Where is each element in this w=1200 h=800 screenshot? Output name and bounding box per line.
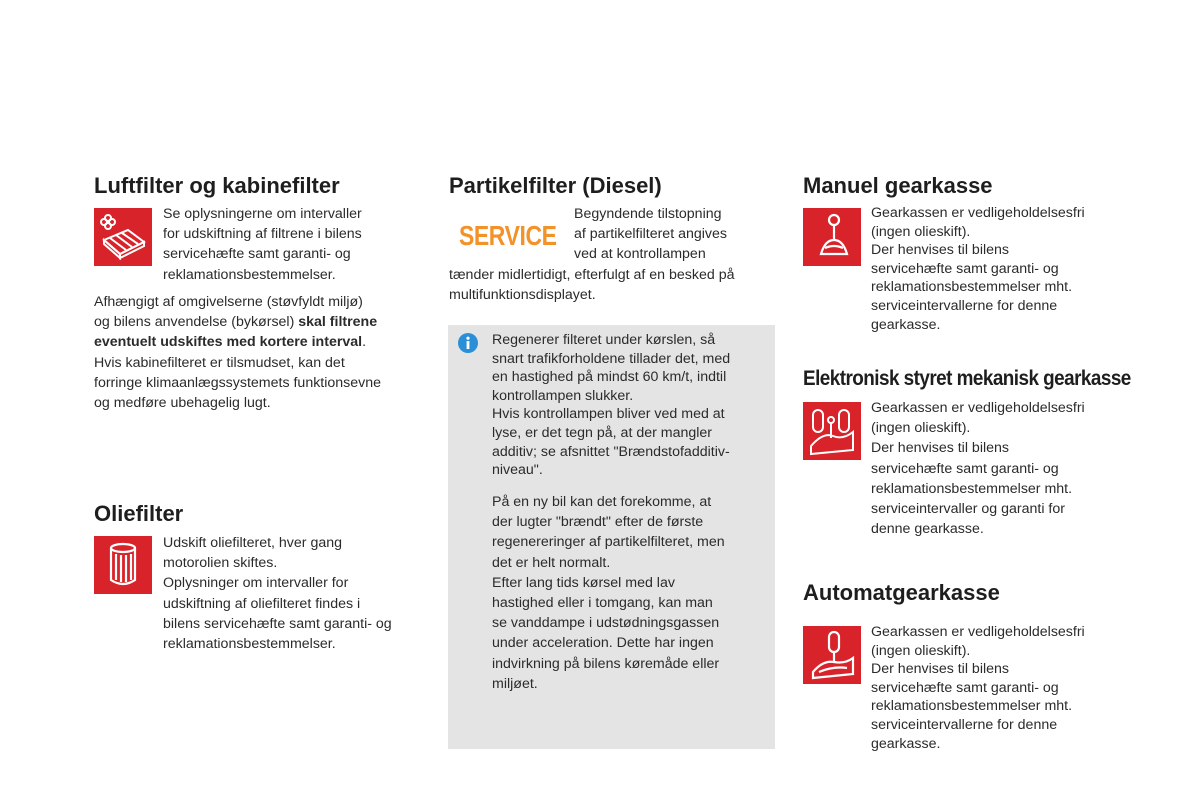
particle-filter-heading: Partikelfilter (Diesel) xyxy=(449,173,662,198)
oil-filter-heading: Oliefilter xyxy=(94,501,184,526)
air-filter-paragraph: Afhængigt af omgivelserne (støvfyldt miljø) og bilens anvendelse (bykørsel) skal filtrene eventuelt udskiftes med kortere interval. Hvis kabinefilteret er tilsmudset, kan det forringe klimaanlægssystemets funktionsevne og medføre ubehagelig lugt. xyxy=(94,294,382,412)
automatic-gearbox-icon xyxy=(803,626,861,684)
automatic-gearbox-heading: Automatgearkasse xyxy=(803,580,1000,605)
oil-filter-text: Udskift oliefilteret, hver gang motorolien skiftes. Oplysninger om intervaller for udskiftning af oliefilteret findes i bilens servicehæfte samt garanti- og reklamationsbestemmelser. xyxy=(163,535,392,653)
particle-filter-text: Begyndende tilstopning af partikelfilteret angives ved at kontrollampen xyxy=(574,206,727,263)
electronic-gearbox-icon xyxy=(803,402,861,460)
automatic-gearbox-text: Gearkassen er vedligeholdelsesfri (ingen olieskift). Der henvises til bilens servicehæfte samt garanti- og reklamationsbestemmelser mht. serviceintervallerne for denne gearkasse. xyxy=(871,624,1085,752)
particle-filter-text-cont: tænder midlertidigt, efterfulgt af en besked på multifunktionsdisplayet. xyxy=(449,267,735,304)
air-filter-heading: Luftfilter og kabinefilter xyxy=(94,173,340,198)
service-warning-label: SERVICE xyxy=(459,220,557,251)
info-icon xyxy=(458,333,478,353)
info-text-1: Regenerer filteret under kørslen, så snart trafikforholdene tillader det, med en hastighed på mindst 60 km/t, indtil kontrollampen slukker. Hvis kontrollampen bliver ved med at lyse, er det tegn på, at der mangler additiv; se afsnittet "Brændstofadditiv- niveau". xyxy=(492,332,731,479)
manual-gearbox-heading: Manuel gearkasse xyxy=(803,173,993,198)
manual-gearbox-icon xyxy=(803,208,861,266)
oil-filter-icon xyxy=(94,536,152,594)
air-filter-text: Se oplysningerne om intervaller for udskiftning af filtrene i bilens servicehæfte samt garanti- og reklamationsbestemmelser. xyxy=(163,206,362,283)
info-text-2: På en ny bil kan det forekomme, at der lugter "brændt" efter de første regenereringer af partikelfilteret, men det er helt normalt. Efter lang tids kørsel med lav hastighed eller i tomgang, kan man se vanddampe i udstødningsgassen under acceleration. Dette har ingen indvirkning på bilens køremåde eller miljøet. xyxy=(492,494,725,692)
electronic-gearbox-text: Gearkassen er vedligeholdelsesfri (ingen olieskift). Der henvises til bilens servicehæfte samt garanti- og reklamationsbestemmelser mht. serviceintervaller og garanti for denne gearkasse. xyxy=(871,400,1085,538)
air-filter-icon xyxy=(94,208,152,266)
manual-gearbox-text: Gearkassen er vedligeholdelsesfri (ingen olieskift). Der henvises til bilens servicehæfte samt garanti- og reklamationsbestemmelser mht. serviceintervallerne for denne gearkasse. xyxy=(871,205,1085,333)
electronic-gearbox-heading: Elektronisk styret mekanisk gearkasse xyxy=(803,367,1131,390)
